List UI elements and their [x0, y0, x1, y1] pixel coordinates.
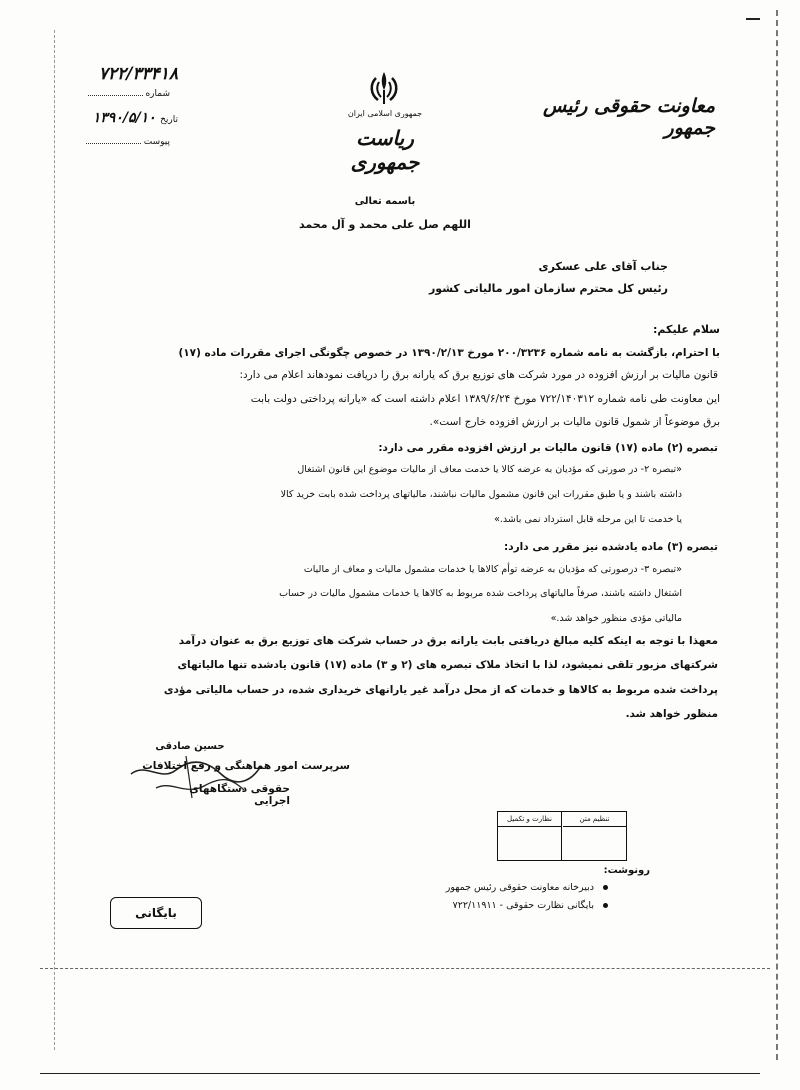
note-3-line-2: اشتغال داشته باشند، صرفاً مالیاتهای پرداخت شده مربوط به کالاها یا خدمات مشمول مالیات در حساب — [279, 588, 682, 599]
invocation-line-2: اللهم صل علی محمد و آل محمد — [299, 218, 471, 231]
approval-header-left: نظارت و تکمیل — [498, 812, 561, 827]
conclusion-line-4: منظور خواهد شد. — [625, 708, 718, 720]
approval-box — [497, 811, 627, 861]
paragraph-1-line-1: با احترام، بازگشت به نامه شماره ۲۰۰/۳۲۳۶ مورخ ۱۳۹۰/۲/۱۳ در خصوص چگونگی اجرای مقررات ماده (۱۷) — [178, 347, 720, 359]
signatory-name: حسین صادقی — [155, 741, 225, 752]
bottom-border-line — [40, 1073, 760, 1074]
note-2-line-2: داشته باشند و یا طبق مقررات این قانون مشمول مالیات نباشند، مالیاتهای پرداخت شده بابت خرید کالا — [280, 489, 682, 500]
bullet-icon — [603, 885, 608, 890]
corner-mark — [746, 6, 760, 20]
emblem-caption: جمهوری اسلامی ایران — [347, 109, 423, 118]
note-3-line-1: «تبصره ۳- درصورتی که مؤدیان به عرضه توأم کالاها یا خدمات مشمول مالیات و معاف از مالیات — [303, 564, 682, 575]
attachment-row — [85, 137, 170, 147]
number-label-row — [85, 89, 170, 99]
letter-number: ۷۲۲/۳۳۴۱۸ — [98, 64, 178, 84]
note-2-line-1: «تبصره ۲- در صورتی که مؤدیان به عرضه کالا یا خدمت معاف از مالیات موضوع این قانون اشتغال — [297, 464, 682, 475]
number-dotted-line — [88, 95, 143, 96]
greeting: سلام علیکم: — [653, 323, 720, 336]
conclusion-line-1: معهذا با توجه به اینکه کلیه مبالغ دریافتی بابت یارانه برق در حساب شرکت های توزیع برق به عنوان درآمد — [178, 635, 718, 647]
cc-item-2 — [400, 900, 608, 911]
paragraph-1-line-2: قانون مالیات بر ارزش افزوده در مورد شرکت های توزیع برق که یارانه برق را دریافت نمودهاند اعلام می دارد: — [239, 369, 718, 381]
attachment-label: پیوست — [143, 137, 170, 147]
cc-item-1 — [400, 882, 608, 893]
number-label: شماره — [145, 89, 170, 99]
attachment-dotted-line — [86, 143, 141, 144]
note-2-line-3: یا خدمت تا این مرحله قابل استرداد نمی باشد.» — [494, 514, 682, 525]
conclusion-line-3: پرداخت شده مربوط به کالاها و خدمات که از محل درآمد غیر یارانهای خریداری شده، در حساب مالیاتی مؤدی — [163, 684, 718, 696]
department-title: معاونت حقوقی رئیس جمهور — [543, 95, 715, 139]
note-2-intro: تبصره (۲) ماده (۱۷) قانون مالیات بر ارزش افزوده مقرر می دارد: — [378, 442, 718, 454]
emblem-icon — [364, 68, 404, 108]
office-title: ریاست جمهوری — [350, 126, 420, 174]
cc-item-2-text: بایگانی نظارت حقوقی - ۷۲۲/۱۱۹۱۱ — [452, 900, 594, 911]
note-3-intro: تبصره (۳) ماده یادشده نیز مقرر می دارد: — [504, 541, 718, 553]
date-row — [78, 110, 178, 126]
paragraph-2-line-2: برق موضوعاً از شمول قانون مالیات بر ارزش افزوده خارج است». — [429, 416, 720, 428]
recipient-title: رئیس کل محترم سازمان امور مالیاتی کشور — [428, 282, 668, 295]
archive-stamp: بایگانی — [110, 897, 202, 929]
date-label: تاریخ — [160, 115, 178, 125]
invocation-line-1: باسمه تعالی — [354, 196, 416, 207]
approval-col-right — [563, 812, 626, 860]
left-edge-mark — [54, 30, 55, 1050]
recipient-name: جناب آقای علی عسکری — [538, 260, 668, 273]
cc-label: رونوشت: — [603, 865, 650, 876]
paragraph-2-line-1: این معاونت طی نامه شماره ۷۲۲/۱۴۰۳۱۲ مورخ ۱۳۸۹/۶/۲۴ اعلام داشته است که «یارانه پرداختی دولت بابت — [250, 393, 720, 405]
letter-date: ۱۳۹۰/۵/۱۰ — [92, 110, 156, 126]
separator-dashed-line — [40, 968, 770, 969]
signatory-role-line-2: حقوقی دستگاههای اجرایی — [189, 783, 290, 807]
note-3-line-3: مالیاتی مؤدی منظور خواهد شد.» — [550, 613, 682, 624]
approval-header-right: تنظیم متن — [563, 812, 626, 827]
bullet-icon — [603, 903, 608, 908]
cc-item-1-text: دبیرخانه معاونت حقوقی رئیس جمهور — [445, 882, 594, 893]
signatory-role-line-1: سرپرست امور هماهنگی و رفع اختلافات — [142, 760, 350, 772]
conclusion-line-2: شرکتهای مزبور تلقی نمیشود، لذا با اتخاذ ملاک تبصره های (۲ و ۳) ماده (۱۷) قانون یادشده تنها مالیاتهای — [177, 659, 718, 671]
approval-col-left — [498, 812, 562, 860]
right-edge-mark — [776, 10, 778, 1060]
